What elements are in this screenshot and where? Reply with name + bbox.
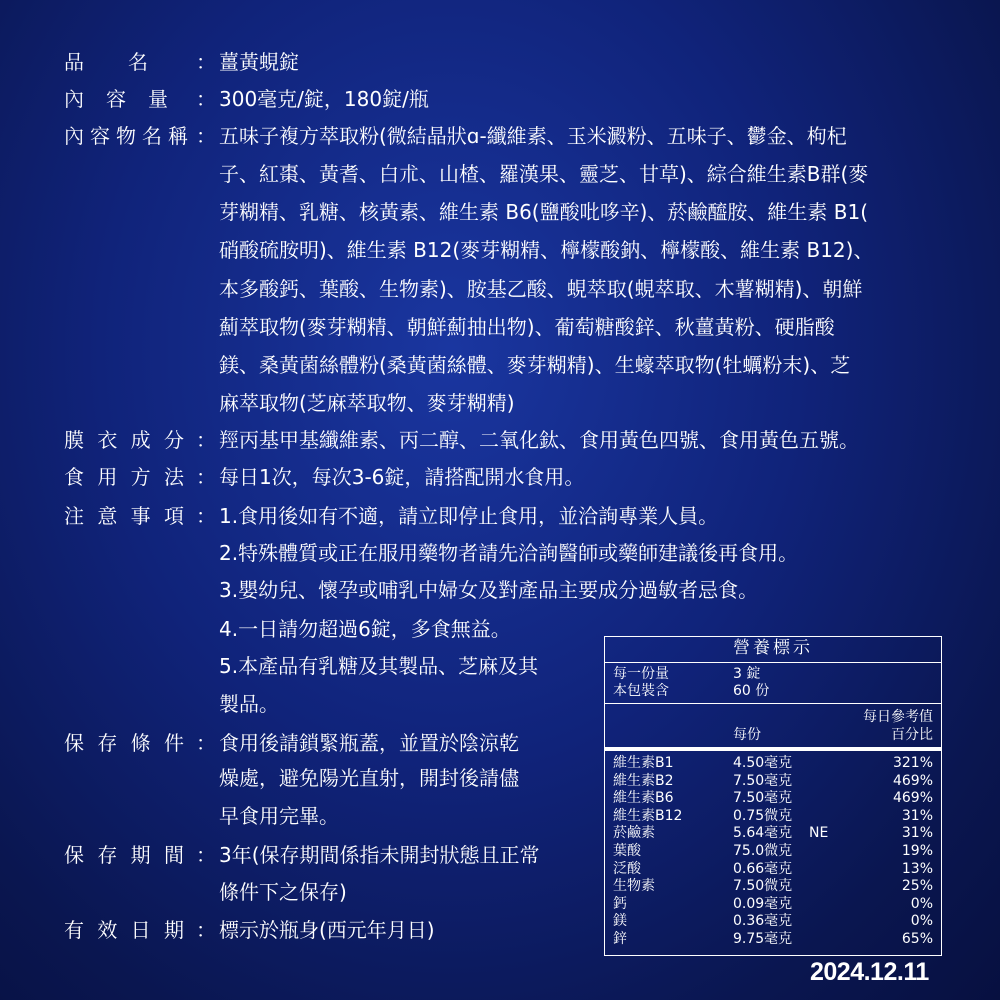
nutrient-name: 菸鹼素 xyxy=(613,825,655,842)
label-char: 方 xyxy=(130,465,151,489)
note-line: 2.特殊體質或正在服用藥物者請先洽詢醫師或藥師建議後再食用。 xyxy=(219,541,799,565)
nutrient-name: 泛酸 xyxy=(613,860,641,877)
label-char: 分 xyxy=(163,428,184,452)
ingredients-line: 子、紅棗、黃耆、白朮、山楂、羅漢果、靈芝、甘草)、綜合維生素B群(麥 xyxy=(219,162,869,186)
label-char: 保 xyxy=(64,731,84,755)
nutrient-name: 鋅 xyxy=(613,931,627,947)
label-content xyxy=(64,89,168,109)
label-char: 條 xyxy=(130,731,151,755)
nutrient-name: 葉酸 xyxy=(613,843,641,859)
nutrient-amount: 5.64毫克 xyxy=(733,825,793,842)
nutrient-amount: 0.36毫克 xyxy=(733,913,793,930)
nutrient-dv: 469% xyxy=(892,772,933,789)
colon: ： xyxy=(196,87,216,111)
label-notes xyxy=(64,506,184,526)
nutrient-amount: 75.0微克 xyxy=(733,843,793,859)
label-char: 物 xyxy=(116,124,136,148)
daily-header-2: 百分比 xyxy=(891,727,933,743)
label-char: 用 xyxy=(97,465,118,489)
label-char: 名 xyxy=(128,50,148,74)
label-ingredients xyxy=(64,126,188,146)
date-stamp: 2024.12.11 xyxy=(810,958,929,986)
label-char: 內 xyxy=(64,124,84,148)
product-name-value: 薑黃蜆錠 xyxy=(219,50,299,74)
nutrient-dv: 31% xyxy=(901,825,933,842)
daily-header-1: 每日參考值 xyxy=(863,709,933,725)
coating-row xyxy=(64,430,184,450)
ingredients-line: 薊萃取物(麥芽糊精、朝鮮薊抽出物)、葡萄糖酸鋅、秋薑黃粉、硬脂酸 xyxy=(219,315,835,339)
product-name-row xyxy=(64,52,148,72)
colon: ： xyxy=(196,124,216,148)
label-char: 期 xyxy=(163,918,184,942)
nutrient-name: 生物素 xyxy=(613,878,655,895)
ingredients-line: 硝酸硫胺明)、維生素 B12(麥芽糊精、檸檬酸鈉、檸檬酸、維生素 B12)、 xyxy=(219,238,874,262)
note-line: 3.嬰幼兒、懷孕或哺乳中婦女及對產品主要成分過敏者忌食。 xyxy=(219,578,759,602)
ingredients-line: 鎂、桑黃菌絲體粉(桑黃菌絲體、麥芽糊精)、生蠔萃取物(牡蠣粉末)、芝 xyxy=(219,353,851,377)
label-expiry xyxy=(64,920,184,940)
label-char: 品 xyxy=(64,50,84,74)
label-char: 容 xyxy=(90,124,110,148)
label-char: 名 xyxy=(142,124,162,148)
label-char: 容 xyxy=(106,87,126,111)
nutrient-dv: 19% xyxy=(901,843,933,859)
nutrient-amount: 7.50毫克 xyxy=(733,772,793,789)
nutrient-dv: 0% xyxy=(910,913,933,930)
label-char: 衣 xyxy=(97,428,118,452)
ingredients-line: 本多酸鈣、葉酸、生物素)、胺基乙酸、蜆萃取(蜆萃取、木薯糊精)、朝鮮 xyxy=(219,277,863,301)
nutrient-name: 維生素B12 xyxy=(613,807,683,824)
nutrient-dv: 0% xyxy=(910,895,933,912)
divider xyxy=(605,662,941,663)
usage-row xyxy=(64,467,184,487)
serving-label: 每一份量 xyxy=(613,666,669,682)
serving-value: 3 錠 xyxy=(733,666,761,682)
content-row xyxy=(64,89,168,109)
expiry-value: 標示於瓶身(西元年月日) xyxy=(219,918,435,942)
label-usage xyxy=(64,467,184,487)
shelf-line: 條件下之保存) xyxy=(219,880,347,904)
shelf-row xyxy=(64,845,184,865)
ingredients-line: 麻萃取物(芝麻萃取物、麥芽糊精) xyxy=(219,391,515,415)
label-char: 內 xyxy=(64,87,84,111)
colon: ： xyxy=(196,428,216,452)
nutrient-dv: 321% xyxy=(892,755,933,771)
nutrition-title: 營養標示 xyxy=(733,638,813,658)
note-line: 4.一日請勿超過6錠，多食無益。 xyxy=(219,617,511,641)
label-char: 日 xyxy=(130,918,151,942)
nutrient-name: 鎂 xyxy=(613,913,627,930)
nutrient-dv: 65% xyxy=(901,931,933,947)
label-char: 事 xyxy=(130,504,151,528)
notes-row xyxy=(64,506,184,526)
usage-value: 每日1次，每次3-6錠，請搭配開水食用。 xyxy=(219,465,585,489)
colon: ： xyxy=(196,843,216,867)
label-char: 保 xyxy=(64,843,84,867)
servings-label: 本包裝含 xyxy=(613,683,669,699)
per-serving-header: 每份 xyxy=(733,727,761,743)
label-coating xyxy=(64,430,184,450)
ingredients-row xyxy=(64,126,188,146)
label-char: 稱 xyxy=(168,124,188,148)
nutrition-panel xyxy=(604,636,942,956)
colon: ： xyxy=(196,50,216,74)
label-char: 間 xyxy=(163,843,184,867)
label-char: 項 xyxy=(163,504,184,528)
shelf-line: 3年(保存期間係指未開封狀態且正常 xyxy=(219,843,540,867)
divider xyxy=(605,703,941,704)
label-char: 注 xyxy=(64,504,84,528)
label-char: 效 xyxy=(97,918,118,942)
servings-value: 60 份 xyxy=(733,683,770,699)
nutrient-name: 維生素B2 xyxy=(613,772,674,789)
colon: ： xyxy=(196,731,216,755)
label-char: 存 xyxy=(97,843,118,867)
note-line: 5.本產品有乳糖及其製品、芝麻及其 xyxy=(219,654,539,678)
ingredients-line: 芽糊精、乳糖、核黃素、維生素 B6(鹽酸吡哆辛)、菸鹼醯胺、維生素 B1( xyxy=(219,200,869,224)
nutrient-name: 鈣 xyxy=(613,895,627,912)
nutrient-dv: 13% xyxy=(901,860,933,877)
label-char: 法 xyxy=(163,465,184,489)
nutrient-amount: 7.50毫克 xyxy=(733,790,793,807)
nutrient-name: 維生素B1 xyxy=(613,755,674,771)
storage-line: 食用後請鎖緊瓶蓋，並置於陰涼乾 xyxy=(219,731,519,755)
nutrient-amount: 4.50毫克 xyxy=(733,755,793,771)
storage-line: 燥處，避免陽光直射，開封後請儘 xyxy=(219,766,519,790)
label-char: 膜 xyxy=(64,428,84,452)
colon: ： xyxy=(196,465,216,489)
nutrient-amount: 9.75毫克 xyxy=(733,931,793,947)
note-line: 製品。 xyxy=(219,692,279,716)
nutrient-amount: 0.75微克 xyxy=(733,807,793,824)
ingredients-line: 五味子複方萃取粉(微結晶狀ɑ-纖維素、玉米澱粉、五味子、鬱金、枸杞 xyxy=(219,124,847,148)
label-char: 量 xyxy=(148,87,168,111)
label-char: 意 xyxy=(97,504,118,528)
label-char: 食 xyxy=(64,465,84,489)
nutrient-amount: 0.66毫克 xyxy=(733,860,793,877)
label-char: 件 xyxy=(163,731,184,755)
nutrient-amount: 0.09毫克 xyxy=(733,895,793,912)
nutrient-dv: 469% xyxy=(892,790,933,807)
label-char: 有 xyxy=(64,918,84,942)
storage-line: 早食用完畢。 xyxy=(219,804,339,828)
nutrient-dv: 25% xyxy=(901,878,933,895)
coating-value: 羥丙基甲基纖維素、丙二醇、二氧化鈦、食用黃色四號、食用黃色五號。 xyxy=(219,428,859,452)
colon: ： xyxy=(196,918,216,942)
label-char: 存 xyxy=(97,731,118,755)
nutrient-name: 維生素B6 xyxy=(613,790,674,807)
storage-row xyxy=(64,733,184,753)
label-char: 期 xyxy=(130,843,151,867)
nutrient-note: NE xyxy=(809,825,829,842)
nutrient-amount: 7.50微克 xyxy=(733,878,793,895)
content-value: 300毫克/錠，180錠/瓶 xyxy=(219,87,429,111)
label-shelf xyxy=(64,845,184,865)
colon: ： xyxy=(196,504,216,528)
note-line: 1.食用後如有不適，請立即停止食用，並洽詢專業人員。 xyxy=(219,504,719,528)
label-storage xyxy=(64,733,184,753)
expiry-row xyxy=(64,920,184,940)
divider-thick xyxy=(605,747,941,751)
nutrient-dv: 31% xyxy=(901,807,933,824)
label-product-name xyxy=(64,52,148,72)
label-char: 成 xyxy=(130,428,151,452)
